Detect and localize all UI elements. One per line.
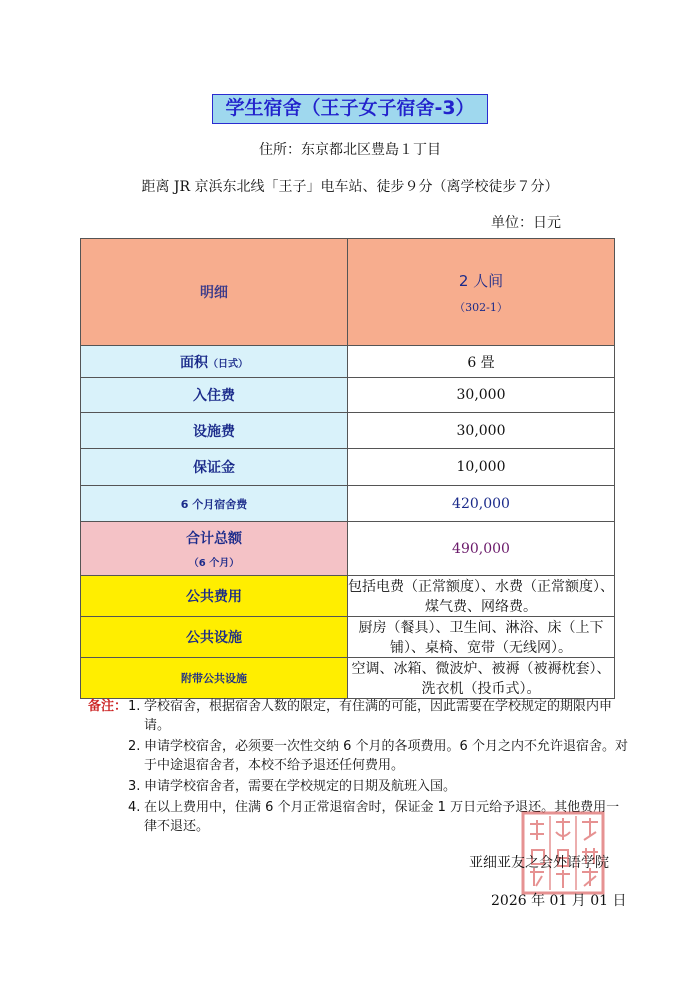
room-code: （302-1）: [454, 300, 508, 314]
table-row: [81, 658, 615, 699]
fee-table: [80, 238, 615, 699]
header-label: 明细: [81, 239, 348, 346]
deposit-value: 10,000: [348, 449, 615, 486]
currency-unit: 单位：日元: [491, 215, 561, 231]
area-value: 6 畳: [348, 346, 615, 378]
rent-value: 420,000: [348, 486, 615, 522]
note-number: 4.: [128, 800, 141, 815]
table-row: [81, 413, 615, 449]
note-text: 申请学校宿舍，必须要一次性交纳 6 个月的各项费用。6 个月之内不允许退宿舍。对于中途退宿舍者，本校不给予退还任何费用。: [144, 739, 628, 773]
note-item: [128, 737, 628, 775]
public-facility-label: 公共设施: [81, 617, 348, 658]
public-fee-label: 公共费用: [81, 576, 348, 617]
note-number: 3.: [128, 779, 141, 794]
table-row: [81, 239, 615, 346]
total-value: 490,000: [348, 522, 615, 576]
note-text: 申请学校宿舍者，需要在学校规定的日期及航班入国。: [144, 779, 457, 794]
room-type: 2 人间: [458, 271, 504, 290]
facility-label: 设施费: [81, 413, 348, 449]
total-sub: （6 个月）: [188, 558, 240, 569]
table-row: [81, 346, 615, 378]
note-text: 在以上费用中，住满 6 个月正常退宿舍时，保证金 1 万日元给予退还。其他费用一律不退还。: [144, 800, 620, 834]
distance-info: 距离 JR 京浜东北线「王子」电车站、徒步９分（离学校徒步７分）: [141, 179, 559, 195]
note-text: 学校宿舍，根据宿舍人数的限定，有住满的可能，因此需要在学校规定的期限内申请。: [144, 699, 613, 733]
table-row: [81, 617, 615, 658]
address: 住所：东京都北区豊島１丁目: [259, 142, 441, 158]
room-header: [348, 239, 615, 346]
total-label-cell: [81, 522, 348, 576]
table-row: [81, 576, 615, 617]
rent-label: 6 个月宿舍费: [81, 486, 348, 522]
school-name: 亚细亚友之会外语学院: [469, 855, 609, 871]
public-fee-value: 包括电费（正常额度）、水费（正常额度）、煤气费、网络费。: [348, 576, 615, 617]
notes-label: 备注：: [88, 699, 128, 714]
deposit-label: 保证金: [81, 449, 348, 486]
facility-value: 30,000: [348, 413, 615, 449]
extra-facility-label: 附带公共设施: [81, 658, 348, 699]
note-item: [128, 697, 628, 735]
public-facility-value: 厨房（餐具）、卫生间、淋浴、床（上下铺）、桌椅、宽带（无线网）。: [348, 617, 615, 658]
table-row: [81, 449, 615, 486]
table-row: [81, 522, 615, 576]
area-label-cell: [81, 346, 348, 378]
note-number: 1.: [128, 699, 141, 714]
move-in-value: 30,000: [348, 378, 615, 413]
table-row: [81, 486, 615, 522]
note-item: [128, 777, 628, 796]
extra-facility-value: 空调、冰箱、微波炉、被褥（被褥枕套）、洗衣机（投币式）。: [348, 658, 615, 699]
issue-date: 2026 年 01 月 01 日: [491, 893, 627, 909]
move-in-label: 入住费: [81, 378, 348, 413]
table-row: [81, 378, 615, 413]
area-label: 面积: [180, 354, 208, 371]
total-label: 合计总额: [186, 531, 242, 547]
note-number: 2.: [128, 739, 141, 754]
area-sub: （日式）: [208, 358, 248, 370]
page-title: 学生宿舍（王子女子宿舍-3）: [212, 94, 488, 124]
